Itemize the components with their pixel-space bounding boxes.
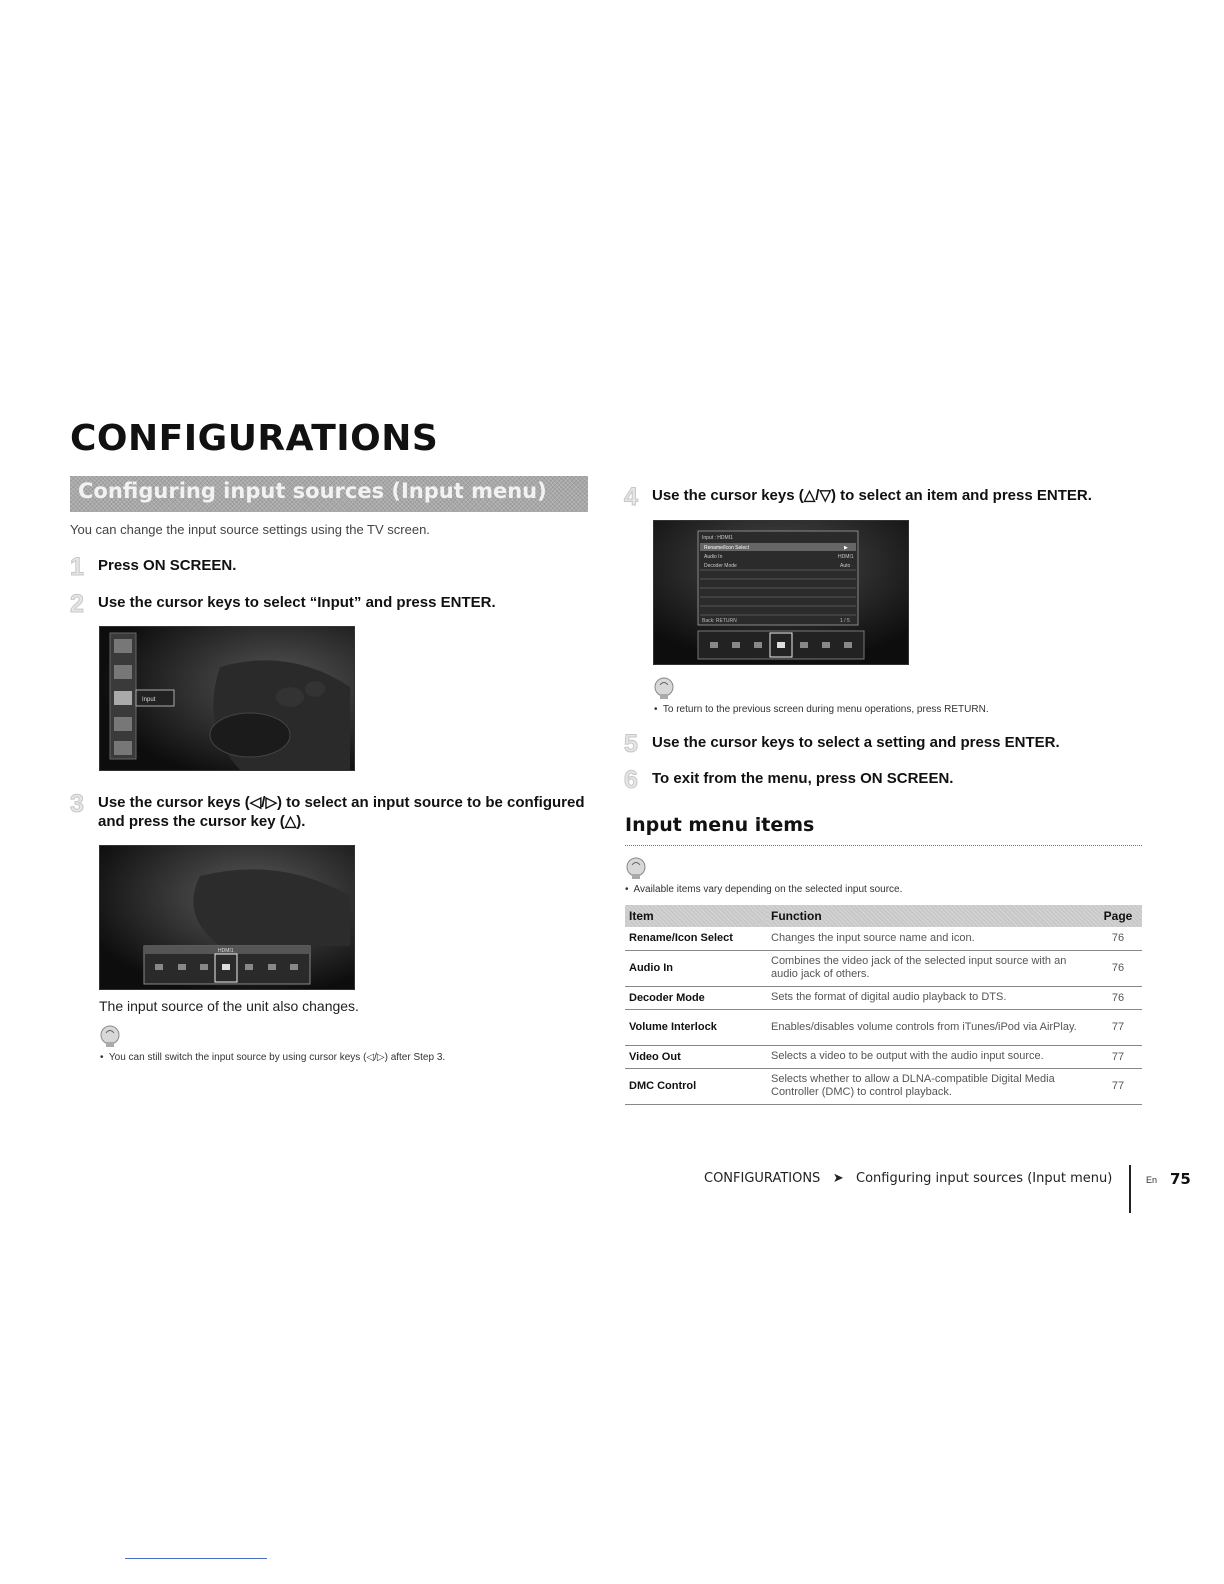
step-4 [624, 483, 1092, 511]
page-number: 75 [1170, 1170, 1191, 1188]
header-function: Function [767, 905, 1094, 927]
note-text: To return to the previous screen during menu operations, press RETURN. [662, 704, 989, 715]
tip-icon [625, 856, 647, 880]
row-function: Sets the format of digital audio playback to DTS. [767, 986, 1094, 1009]
step-number: 3 [70, 790, 84, 818]
row-item: Volume Interlock [625, 1009, 767, 1045]
step-5 [624, 730, 1060, 758]
table-note: • Available items vary depending on the selected input source. [625, 884, 903, 895]
section-banner [70, 476, 588, 512]
input-menu-table [625, 905, 1142, 1105]
step3-screen-graphic [100, 846, 354, 989]
row-page: 77 [1094, 1045, 1142, 1068]
table-header-row [625, 905, 1142, 927]
row-page: 76 [1094, 927, 1142, 950]
intro-text: You can change the input source settings using the TV screen. [70, 522, 430, 537]
row-item: Audio In [625, 950, 767, 986]
header-item: Item [625, 905, 767, 927]
step4-screen-image [653, 520, 909, 665]
footer-lang: En [1146, 1175, 1158, 1185]
step4-footer-left: Back: RETURN [702, 618, 737, 624]
row-function: Selects a video to be output with the audio input source. [767, 1045, 1094, 1068]
section-heading: Configuring input sources (Input menu) [78, 479, 547, 503]
step3-note: • You can still switch the input source by using cursor keys (◁/▷) after Step 3. [100, 1052, 446, 1063]
step-text: Press ON SCREEN. [98, 557, 237, 574]
step3-screen-image [99, 845, 355, 990]
step-text: Use the cursor keys (◁/▷) to select an input source to be configured and press the cursor key (△). [98, 794, 585, 830]
footer-divider [1129, 1165, 1131, 1213]
header-page: Page [1094, 905, 1142, 927]
row-item: DMC Control [625, 1068, 767, 1104]
row-function: Selects whether to allow a DLNA-compatible Digital Media Controller (DMC) to control playback. [767, 1068, 1094, 1104]
step-number: 6 [624, 766, 638, 794]
step3-source-label: HDMI1 [218, 948, 234, 954]
input-menu-table-wrap [625, 905, 1142, 1105]
step2-screen-image [99, 626, 355, 771]
tip-icon [653, 676, 675, 700]
step3-after-text: The input source of the unit also changes. [99, 998, 359, 1014]
step-text: Use the cursor keys to select a setting and press ENTER. [652, 734, 1060, 751]
table-row [625, 927, 1142, 950]
row-page: 77 [1094, 1009, 1142, 1045]
row-item: Decoder Mode [625, 986, 767, 1009]
step-text: To exit from the menu, press ON SCREEN. [652, 770, 954, 787]
row-page: 77 [1094, 1068, 1142, 1104]
note-text: You can still switch the input source by using cursor keys (◁/▷) after Step 3. [108, 1052, 446, 1063]
table-row [625, 950, 1142, 986]
menu-row-label: Rename/Icon Select [704, 545, 750, 551]
bottom-rule [125, 1558, 267, 1559]
step-3 [70, 790, 590, 831]
menu-row-value: HDMI1 [838, 554, 854, 560]
row-function: Combines the video jack of the selected input source with an audio jack of others. [767, 950, 1094, 986]
row-function: Enables/disables volume controls from iTunes/iPod via AirPlay. [767, 1009, 1094, 1045]
heading-divider [625, 845, 1142, 846]
step-number: 1 [70, 553, 84, 581]
table-row [625, 986, 1142, 1009]
step-text: Use the cursor keys (△/▽) to select an item and press ENTER. [652, 487, 1092, 504]
step4-footer-right: 1 / 5 [840, 618, 850, 624]
row-item: Video Out [625, 1045, 767, 1068]
footer-arrow-icon: ➤ [832, 1171, 844, 1186]
step4-header: Input : HDMI1 [702, 535, 733, 541]
footer-subsection: Configuring input sources (Input menu) [856, 1171, 1113, 1186]
input-menu-heading: Input menu items [625, 814, 815, 836]
footer-section: CONFIGURATIONS [704, 1171, 821, 1186]
table-row [625, 1009, 1142, 1045]
step2-menu-label: Input [142, 697, 156, 703]
step-number: 2 [70, 590, 84, 618]
menu-row-value: ▶ [844, 545, 848, 551]
page-title: CONFIGURATIONS [70, 418, 439, 459]
tip-icon [99, 1024, 121, 1048]
step-1 [70, 553, 237, 581]
step4-note: • To return to the previous screen during menu operations, press RETURN. [654, 704, 989, 715]
note-text: Available items vary depending on the selected input source. [633, 884, 903, 895]
menu-row-value: Auto [840, 563, 851, 569]
menu-row-label: Decoder Mode [704, 563, 737, 569]
step2-screen-graphic [100, 627, 354, 770]
row-item: Rename/Icon Select [625, 927, 767, 950]
row-page: 76 [1094, 986, 1142, 1009]
row-function: Changes the input source name and icon. [767, 927, 1094, 950]
menu-row-label: Audio In [704, 554, 723, 560]
footer-breadcrumb [704, 1171, 1112, 1186]
table-row [625, 1045, 1142, 1068]
row-page: 76 [1094, 950, 1142, 986]
step-6 [624, 766, 954, 794]
step-2 [70, 590, 496, 618]
table-row [625, 1068, 1142, 1104]
step-number: 4 [624, 483, 638, 511]
step-text: Use the cursor keys to select “Input” and press ENTER. [98, 594, 496, 611]
step4-screen-graphic [654, 521, 908, 664]
step-number: 5 [624, 730, 638, 758]
